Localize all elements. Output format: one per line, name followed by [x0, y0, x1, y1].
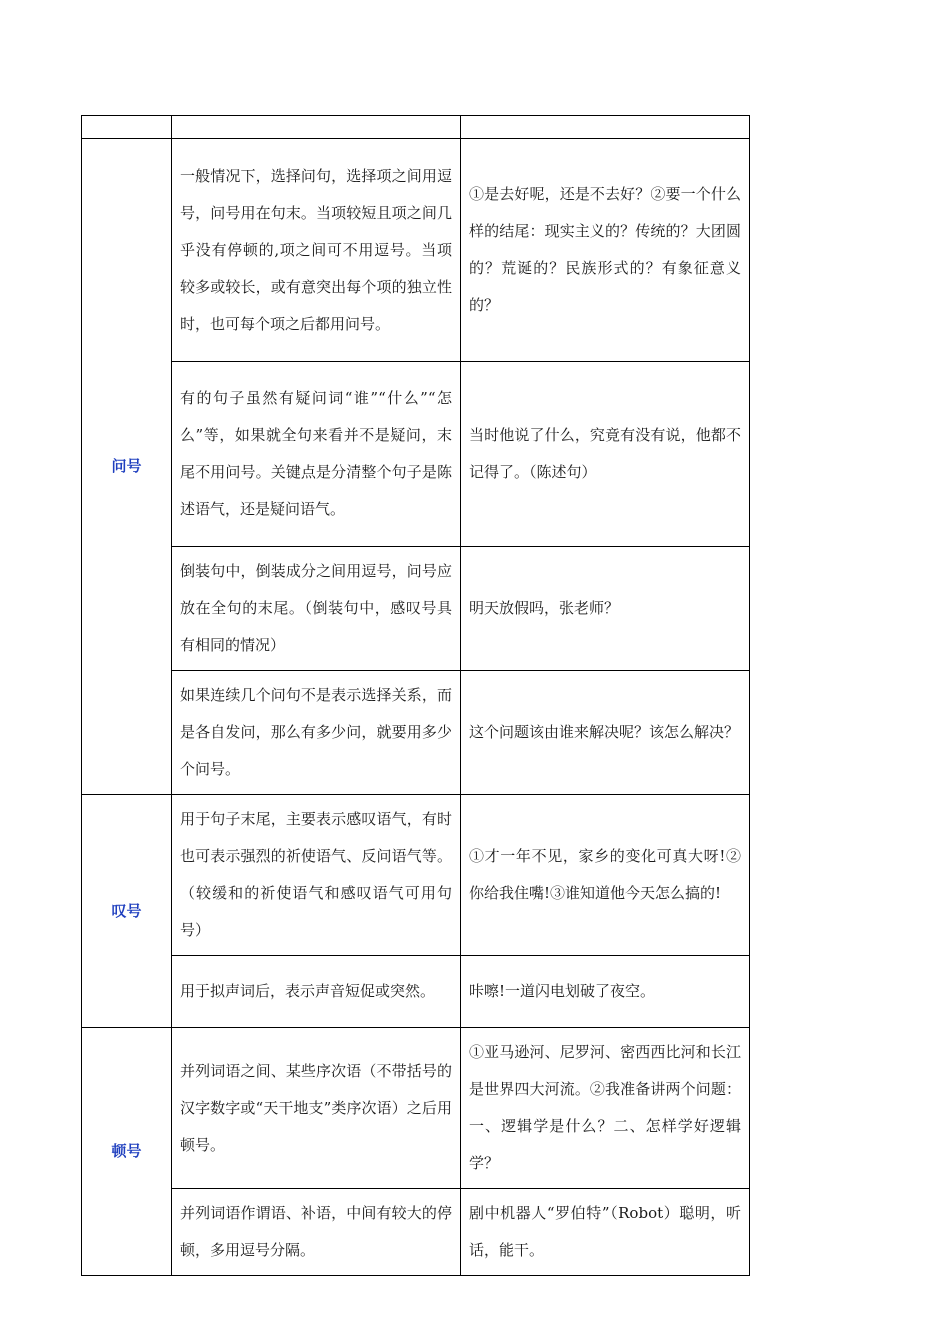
example-cell: 咔嚓!一道闪电划破了夜空。 [461, 956, 750, 1028]
example-cell: 明天放假吗，张老师？ [461, 547, 750, 671]
example-cell: ①才一年不见，家乡的变化可真大呀!②你给我住嘴!③谁知道他今天怎么搞的! [461, 795, 750, 956]
table-row [82, 1028, 750, 1189]
header-cell-category [82, 116, 172, 139]
example-cell: ①亚马逊河、尼罗河、密西西比河和长江是世界四大河流。②我准备讲两个问题：一、逻辑学是什么？二、怎样学好逻辑学？ [461, 1028, 750, 1189]
rule-cell: 倒装句中，倒装成分之间用逗号，问号应放在全句的末尾。（倒装句中，感叹号具有相同的情况） [172, 547, 461, 671]
category-cell-enumeration-comma: 顿号 [82, 1028, 172, 1276]
rule-cell: 并列词语之间、某些序次语（不带括号的汉字数字或“天干地支”类序次语）之后用顿号。 [172, 1028, 461, 1189]
rule-cell: 有的句子虽然有疑问词“谁”“什么”“怎么”等，如果就全句来看并不是疑问，末尾不用问号。关键点是分清整个句子是陈述语气，还是疑问语气。 [172, 362, 461, 547]
category-cell-question-mark: 问号 [82, 139, 172, 795]
table-row [82, 795, 750, 956]
table-row [82, 547, 750, 671]
punctuation-usage-table [81, 115, 750, 1276]
example-cell: 剧中机器人“罗伯特”（Robot）聪明，听话，能干。 [461, 1189, 750, 1276]
category-cell-exclamation-mark: 叹号 [82, 795, 172, 1028]
table-row [82, 362, 750, 547]
table-row [82, 1189, 750, 1276]
rule-cell: 并列词语作谓语、补语，中间有较大的停顿，多用逗号分隔。 [172, 1189, 461, 1276]
table-row [82, 956, 750, 1028]
header-cell-example [461, 116, 750, 139]
table-row [82, 671, 750, 795]
header-cell-rule [172, 116, 461, 139]
table-header-row [82, 116, 750, 139]
example-cell: 这个问题该由谁来解决呢？该怎么解决？ [461, 671, 750, 795]
rule-cell: 用于句子末尾，主要表示感叹语气，有时也可表示强烈的祈使语气、反问语气等。（较缓和的祈使语气和感叹语气可用句号） [172, 795, 461, 956]
rule-cell: 用于拟声词后，表示声音短促或突然。 [172, 956, 461, 1028]
table-row [82, 139, 750, 362]
rule-cell: 如果连续几个问句不是表示选择关系，而是各自发问，那么有多少问，就要用多少个问号。 [172, 671, 461, 795]
rule-cell: 一般情况下，选择问句，选择项之间用逗号，问号用在句末。当项较短且项之间几乎没有停顿的,项之间可不用逗号。当项较多或较长，或有意突出每个项的独立性时，也可每个项之后都用问号。 [172, 139, 461, 362]
example-cell: 当时他说了什么，究竟有没有说，他都不记得了。（陈述句） [461, 362, 750, 547]
example-cell: ①是去好呢，还是不去好？②要一个什么样的结尾：现实主义的？传统的？大团圆的？荒诞的？民族形式的？有象征意义的？ [461, 139, 750, 362]
